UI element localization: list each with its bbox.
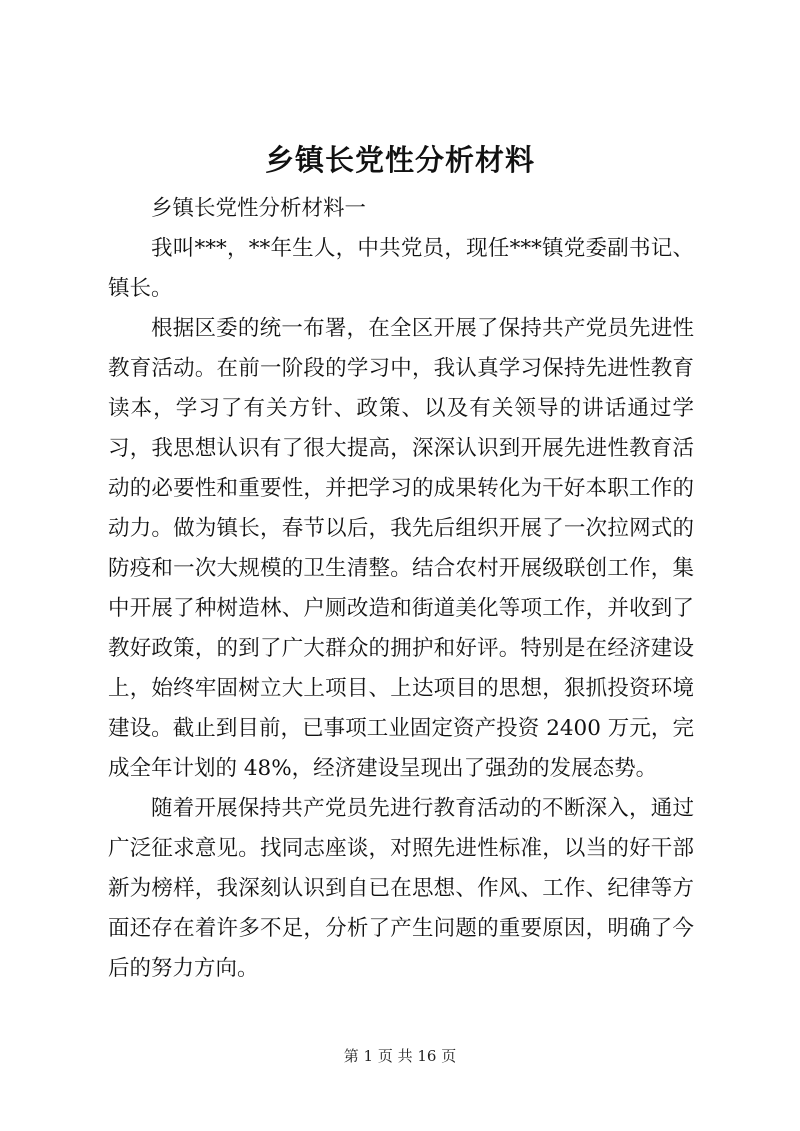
intro-paragraph: 我叫***，**年生人，中共党员，现任***镇党委副书记、镇长。 [108,236,694,301]
self-analysis-paragraph: 随着开展保持共产党员先进行教育活动的不断深入，通过广泛征求意见。找同志座谈，对照先进性标准，以当的好干部新为榜样，我深刻认识到自已在思想、作风、工作、纪律等方面还存在着许多不足，分析了产生问题的重要原因，明确了今后的努力方向。 [108,796,694,981]
document-title: 乡镇长党性分析材料 [264,143,535,177]
page-footer: 第 1 页 共 16 页 [343,1047,457,1065]
subtitle-paragraph: 乡镇长党性分析材料一 [151,196,367,221]
document-body [108,189,694,989]
work-summary-paragraph: 根据区委的统一布署，在全区开展了保持共产党员先进性教育活动。在前一阶段的学习中，我认真学习保持先进性教育读本，学习了有关方针、政策、以及有关领导的讲话通过学习，我思想认识有了很大提高，深深认识到开展先进性教育活动的必要性和重要性，并把学习的成果转化为干好本职工作的动力。做为镇长，春节以后，我先后组织开展了一次拉网式的防疫和一次大规模的卫生清整。结合农村开展级联创工作，集中开展了种树造林、户厕改造和街道美化等项工作，并收到了教好政策，的到了广大群众的拥护和好评。特别是在经济建设上，始终牢固树立大上项目、上达项目的思想，狠抓投资环境建设。截止到目前，已事项工业固定资产投资 2400 万元，完成全年计划的 48%，经济建设呈现出了强劲的发展态势。 [108,316,694,781]
